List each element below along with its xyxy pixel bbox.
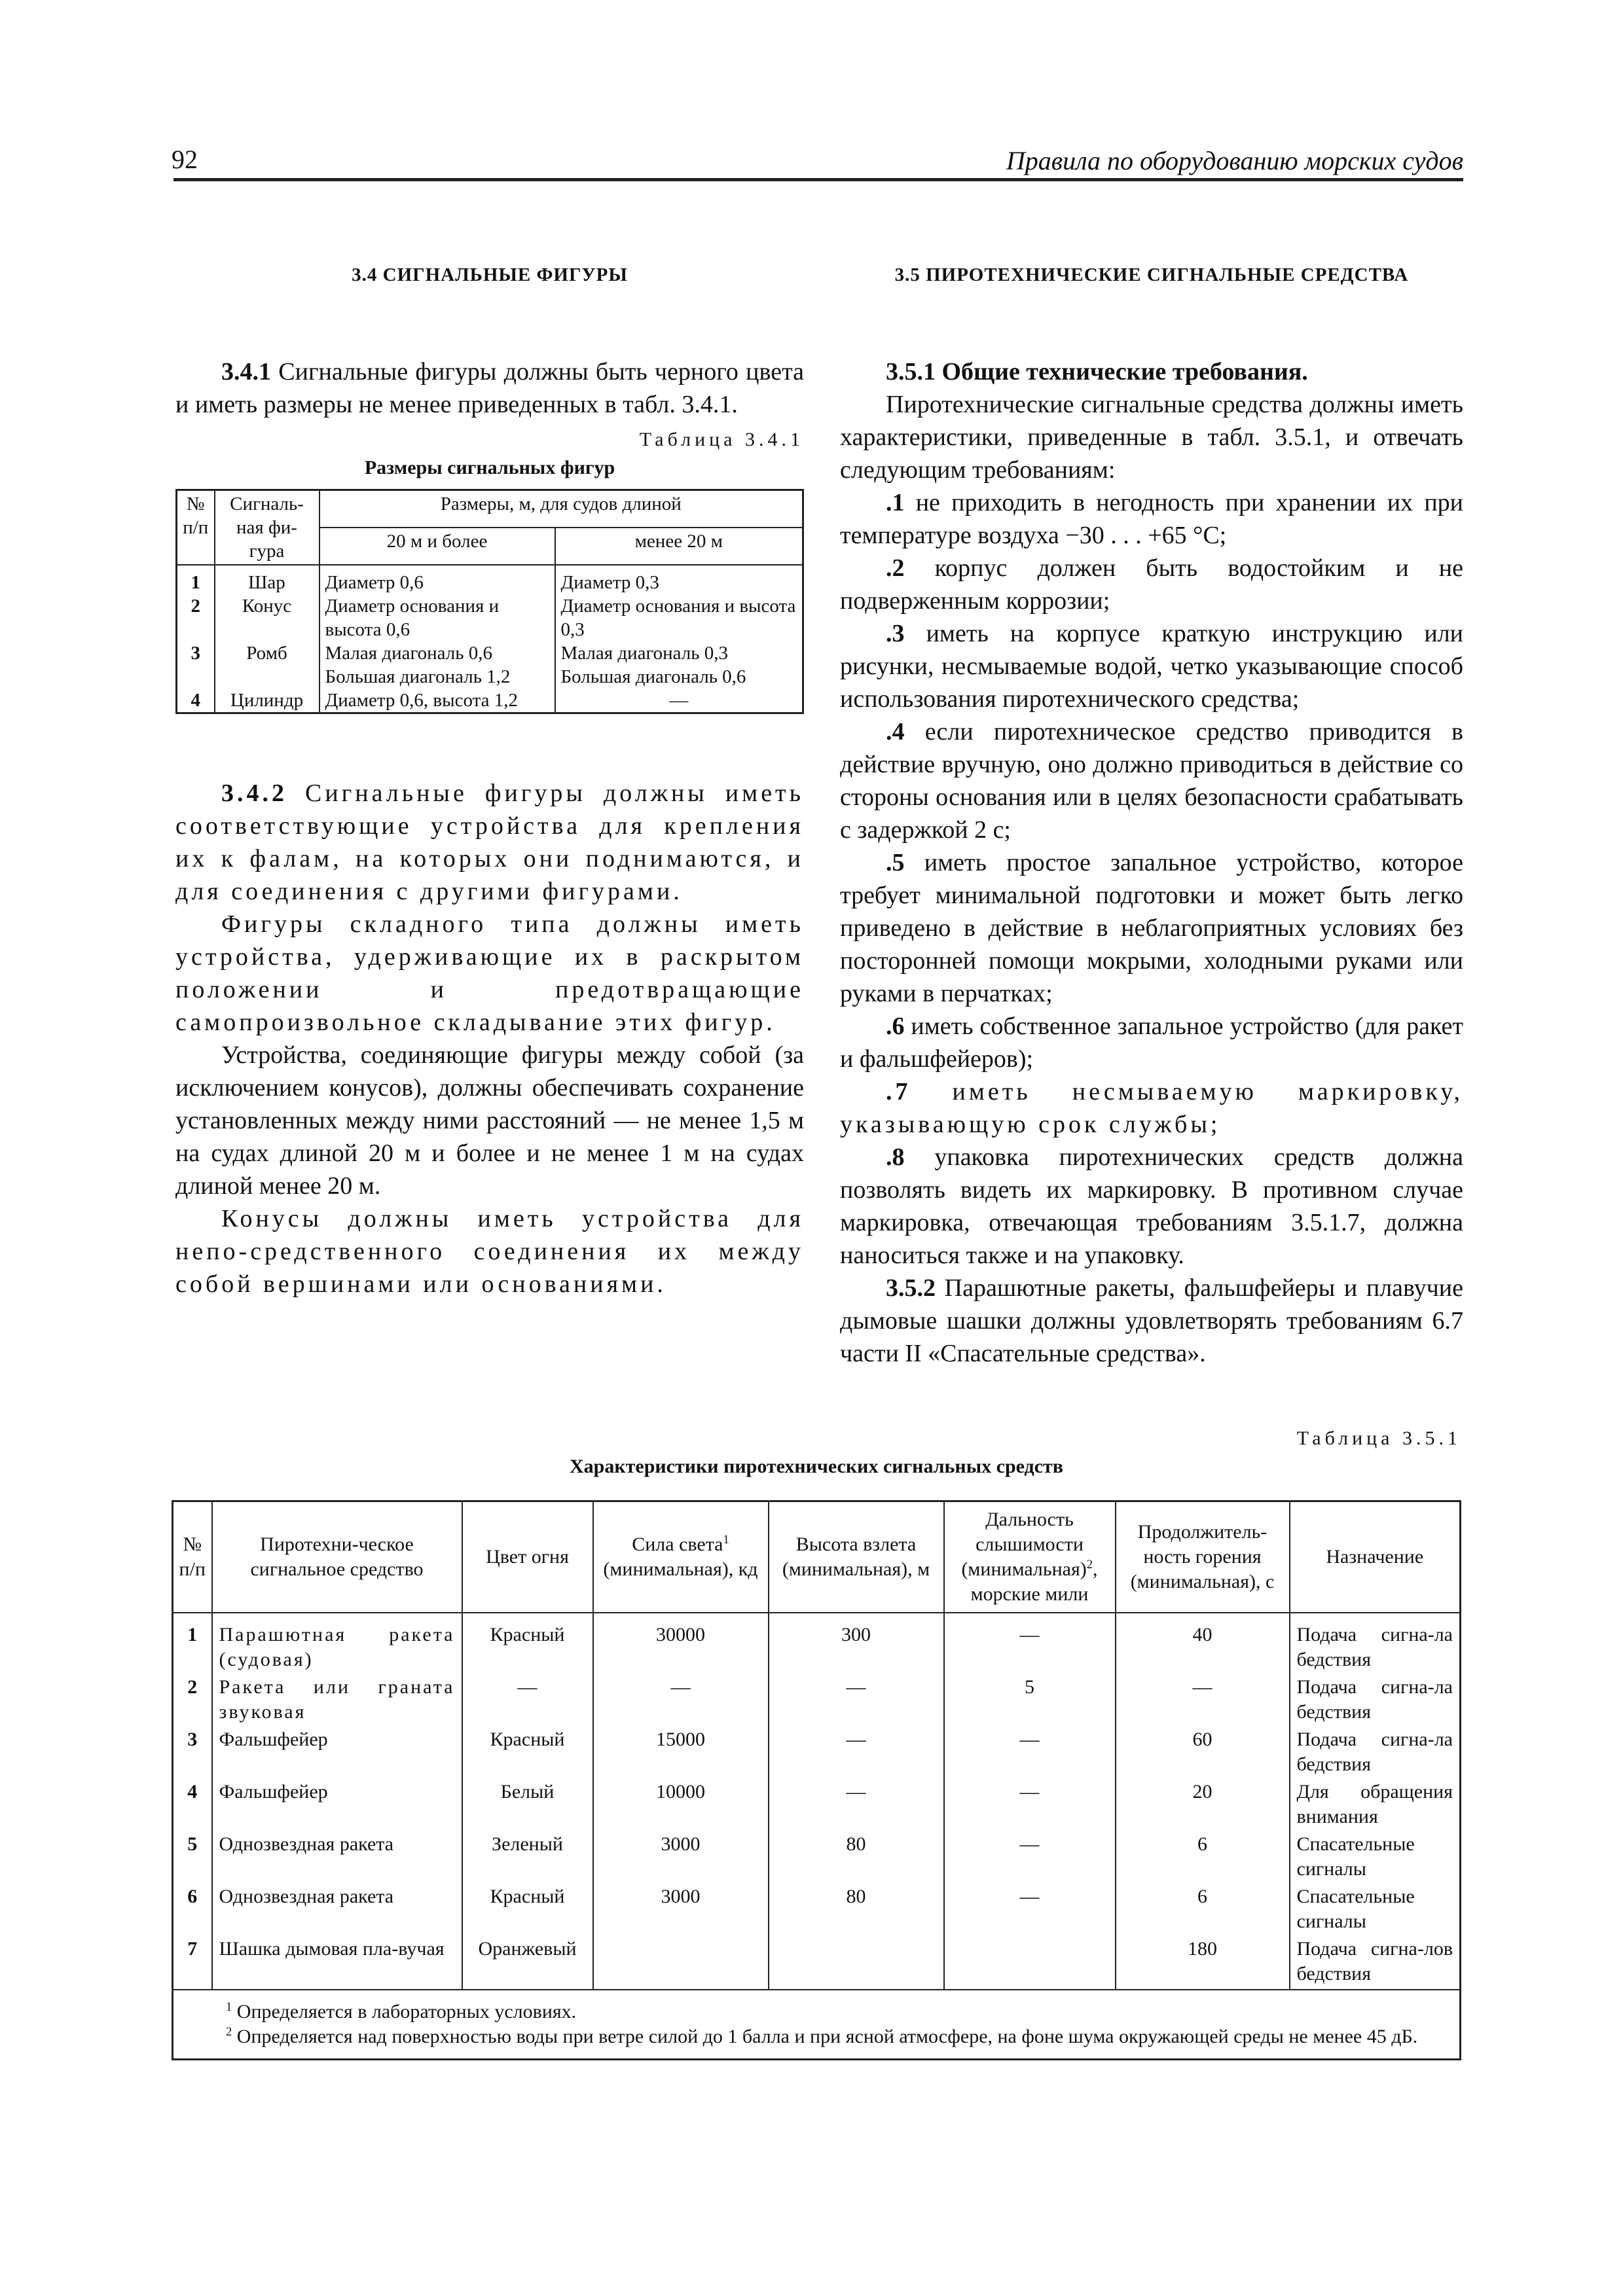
table-row xyxy=(177,689,803,713)
row-height: — xyxy=(769,1780,944,1832)
table-label-3-4-1: Таблица 3.4.1 xyxy=(639,429,804,450)
table-3-5-1 xyxy=(172,1500,1461,2060)
row-color: Красный xyxy=(462,1613,593,1675)
row-color: Красный xyxy=(462,1727,593,1780)
header-sizes: Размеры, м, для судов длиной xyxy=(319,490,803,528)
header-purpose: Назначение xyxy=(1290,1501,1461,1613)
paragraph-3-5-1: 3.5.1 Общие технические требования. xyxy=(886,358,1308,386)
row-intensity: 10000 xyxy=(593,1780,769,1832)
row-duration: 6 xyxy=(1116,1832,1290,1884)
footnote-2: $^2$ Определяется над поверхностью воды при ветре силой до 1 балла и при ясной атмосфере, на фоне шума окружающей среды не менее 45 дБ. xyxy=(226,2025,1418,2047)
row-height: — xyxy=(769,1675,944,1727)
table-label-3-5-1: Таблица 3.5.1 xyxy=(1296,1427,1461,1449)
header-20-plus: 20 м и более xyxy=(319,528,555,565)
running-title: Правила по оборудованию морских судов xyxy=(1006,146,1463,175)
row-figure: Цилиндр xyxy=(215,689,319,713)
row-color: Оранжевый xyxy=(462,1937,593,1990)
row-purpose: Подача сигна-ла бедствия xyxy=(1290,1727,1461,1780)
row-intensity: 3000 xyxy=(593,1884,769,1937)
table-caption-3-5-1: Характеристики пиротехнических сигнальных средств xyxy=(570,1456,1063,1477)
table-row xyxy=(177,594,803,641)
table-row xyxy=(173,1937,1461,1990)
header-figure: Сигналь-ная фи-гура xyxy=(215,490,319,565)
row-purpose: Подача сигна-ла бедствия xyxy=(1290,1613,1461,1675)
row-height: 80 xyxy=(769,1884,944,1937)
item-number: .4 xyxy=(886,718,905,745)
row-figure: Конус xyxy=(215,594,319,641)
row-name: Фальшфейер xyxy=(212,1727,462,1780)
row-duration: 40 xyxy=(1116,1613,1290,1675)
header-intensity: Сила света$^1$ (минимальная), кд xyxy=(593,1501,769,1613)
requirement-item: .6 иметь собственное запальное устройство (для ракет и фальшфейеров); xyxy=(840,1013,1463,1073)
row-purpose: Для обращения внимания xyxy=(1290,1780,1461,1832)
item-number: .8 xyxy=(886,1143,905,1171)
item-number: .5 xyxy=(886,849,905,876)
row-num: 1 xyxy=(177,565,215,594)
row-num: 2 xyxy=(173,1675,212,1727)
paragraph-connectors: Устройства, соединяющие фигуры между собой (за исключением конусов), должны обеспечивать сохранение установленных между ними расстояний — не менее 1,5 м на судах длиной 20 м и более и не менее 1 м на судах длиной менее 20 м. xyxy=(175,1041,804,1200)
paragraph-3-4-1: 3.4.1 Сигнальные фигуры должны быть черного цвета и иметь размеры не менее приведенных в табл. 3.4.1. xyxy=(175,358,804,418)
row-size-20-plus: Диаметр 0,6 xyxy=(319,565,555,594)
row-purpose: Спасательные сигналы xyxy=(1290,1884,1461,1937)
page-number: 92 xyxy=(172,145,198,174)
row-name: Фальшфейер xyxy=(212,1780,462,1832)
header-range: Дальность слышимости (минимальная)$^2$, морские мили xyxy=(944,1501,1116,1613)
row-name: Однозвездная ракета xyxy=(212,1884,462,1937)
item-number: .1 xyxy=(886,489,905,516)
row-size-20-plus: Диаметр основания и высота 0,6 xyxy=(319,594,555,641)
table-3-4-1 xyxy=(175,489,804,714)
row-duration: — xyxy=(1116,1675,1290,1727)
requirement-item: .7 иметь несмываемую маркировку, указывающую срок службы; xyxy=(840,1078,1463,1138)
row-color: Красный xyxy=(462,1884,593,1937)
footnotes xyxy=(173,1990,1461,2060)
right-column xyxy=(840,259,1463,1370)
requirement-item: .1 не приходить в негодность при хранении их при температуре воздуха −30 . . . +65 °C; xyxy=(840,489,1463,549)
row-color: Белый xyxy=(462,1780,593,1832)
item-number: .2 xyxy=(886,554,905,582)
row-num: 3 xyxy=(177,641,215,689)
row-intensity: — xyxy=(593,1675,769,1727)
row-intensity xyxy=(593,1937,769,1990)
row-color: — xyxy=(462,1675,593,1727)
row-duration: 6 xyxy=(1116,1884,1290,1937)
header-duration: Продолжитель-ность горения (минимальная), с xyxy=(1116,1501,1290,1613)
footnotes-row xyxy=(173,1990,1461,2060)
row-size-20-plus: Диаметр 0,6, высота 1,2 xyxy=(319,689,555,713)
row-range: — xyxy=(944,1613,1116,1675)
row-num: 4 xyxy=(177,689,215,713)
table-3-5-1-block xyxy=(172,1424,1461,2060)
row-range xyxy=(944,1937,1116,1990)
requirement-item: .5 иметь простое запальное устройство, которое требует минимальной подготовки и может быть легко приведено в действие в неблагоприятных условиях без посторонней помощи мокрыми, холодными руками или руками в перчатках; xyxy=(840,849,1463,1007)
table-row xyxy=(173,1675,1461,1727)
row-num: 7 xyxy=(173,1937,212,1990)
header-height: Высота взлета (минимальная), м xyxy=(769,1501,944,1613)
requirement-item: .4 если пиротехническое средство приводится в действие вручную, оно должно приводиться в действие со стороны основания или в целях безопасности срабатывать с задержкой 2 с; xyxy=(840,718,1463,844)
item-number: .3 xyxy=(886,620,905,647)
row-intensity: 15000 xyxy=(593,1727,769,1780)
row-num: 3 xyxy=(173,1727,212,1780)
table-row xyxy=(173,1832,1461,1884)
row-num: 2 xyxy=(177,594,215,641)
row-purpose: Подача сигна-лов бедствия xyxy=(1290,1937,1461,1990)
requirement-item: .8 упаковка пиротехнических средств должна позволять видеть их маркировку. В противном случае маркировка, отвечающая требованиям 3.5.1.7, должна наноситься также и на упаковку. xyxy=(840,1143,1463,1269)
row-height: 80 xyxy=(769,1832,944,1884)
row-size-under-20: Диаметр 0,3 xyxy=(555,565,803,594)
paragraph-folding: Фигуры складного типа должны иметь устройства, удерживающие их в раскрытом положении и предотвращающие самопроизвольное складывание этих фигур. xyxy=(175,910,804,1036)
table-row xyxy=(173,1727,1461,1780)
header-num: № п/п xyxy=(173,1501,212,1613)
row-range: — xyxy=(944,1832,1116,1884)
left-column xyxy=(175,259,804,1300)
row-size-under-20: Малая диагональ 0,3 Большая диагональ 0,6 xyxy=(555,641,803,689)
row-size-under-20: — xyxy=(555,689,803,713)
row-name: Парашютная ракета (судовая) xyxy=(212,1613,462,1675)
row-size-under-20: Диаметр основания и высота 0,3 xyxy=(555,594,803,641)
row-num: 4 xyxy=(173,1780,212,1832)
row-height: 300 xyxy=(769,1613,944,1675)
row-color: Зеленый xyxy=(462,1832,593,1884)
table-row xyxy=(177,641,803,689)
row-range: 5 xyxy=(944,1675,1116,1727)
clause-number: 3.5.2 xyxy=(886,1274,936,1302)
table-row xyxy=(173,1613,1461,1675)
table-caption-3-4-1: Размеры сигнальных фигур xyxy=(364,457,615,478)
row-figure: Ромб xyxy=(215,641,319,689)
row-num: 6 xyxy=(173,1884,212,1937)
clause-number: 3.4.2 xyxy=(221,780,287,807)
row-figure: Шар xyxy=(215,565,319,594)
row-intensity: 30000 xyxy=(593,1613,769,1675)
row-duration: 180 xyxy=(1116,1937,1290,1990)
item-number: .7 xyxy=(886,1078,911,1105)
table-row xyxy=(173,1884,1461,1937)
table-row xyxy=(173,1780,1461,1832)
row-duration: 60 xyxy=(1116,1727,1290,1780)
footnote-1: $^1$ Определяется в лабораторных условиях. xyxy=(226,2000,577,2022)
row-name: Однозвездная ракета xyxy=(212,1832,462,1884)
row-range: — xyxy=(944,1727,1116,1780)
row-size-20-plus: Малая диагональ 0,6 Большая диагональ 1,2 xyxy=(319,641,555,689)
row-intensity: 3000 xyxy=(593,1832,769,1884)
paragraph-requirements-intro: Пиротехнические сигнальные средства должны иметь характеристики, приведенные в табл. 3.5.1, и отвечать следующим требованиям: xyxy=(840,391,1463,484)
section-title-3-4: 3.4 СИГНАЛЬНЫЕ ФИГУРЫ xyxy=(352,264,628,285)
requirement-item: .2 корпус должен быть водостойким и не подверженным коррозии; xyxy=(840,554,1463,615)
row-name: Ракета или граната звуковая xyxy=(212,1675,462,1727)
header-rule xyxy=(173,178,1463,181)
row-name: Шашка дымовая пла-вучая xyxy=(212,1937,462,1990)
header-under-20: менее 20 м xyxy=(555,528,803,565)
paragraph-3-5-2: 3.5.2 Парашютные ракеты, фальшфейеры и плавучие дымовые шашки должны удовлетворять требованиям 6.7 части II «Спасательные средства». xyxy=(840,1274,1463,1367)
row-purpose: Спасательные сигналы xyxy=(1290,1832,1461,1884)
item-number: .6 xyxy=(886,1013,905,1040)
paragraph-3-4-2: 3.4.2 Сигнальные фигуры должны иметь соответствующие устройства для крепления их к фалам, на которых они поднимаются, и для соединения с другими фигурами. xyxy=(175,780,804,905)
section-title-3-5: 3.5 ПИРОТЕХНИЧЕСКИЕ СИГНАЛЬНЫЕ СРЕДСТВА xyxy=(894,264,1409,285)
row-range: — xyxy=(944,1884,1116,1937)
row-num: 1 xyxy=(173,1613,212,1675)
clause-number: 3.4.1 xyxy=(221,358,271,386)
requirement-item: .3 иметь на корпусе краткую инструкцию или рисунки, несмываемые водой, четко указывающие способ использования пиротехнического средства; xyxy=(840,620,1463,713)
row-height: — xyxy=(769,1727,944,1780)
table-row xyxy=(177,565,803,594)
paragraph-cones: Конусы должны иметь устройства для непо-средственного соединения их между собой вершинами или основаниями. xyxy=(175,1205,804,1298)
header-num: № п/п xyxy=(177,490,215,565)
row-height xyxy=(769,1937,944,1990)
row-purpose: Подача сигна-ла бедствия xyxy=(1290,1675,1461,1727)
header-color: Цвет огня xyxy=(462,1501,593,1613)
header-name: Пиротехни-ческое сигнальное средство xyxy=(212,1501,462,1613)
row-range: — xyxy=(944,1780,1116,1832)
row-duration: 20 xyxy=(1116,1780,1290,1832)
row-num: 5 xyxy=(173,1832,212,1884)
